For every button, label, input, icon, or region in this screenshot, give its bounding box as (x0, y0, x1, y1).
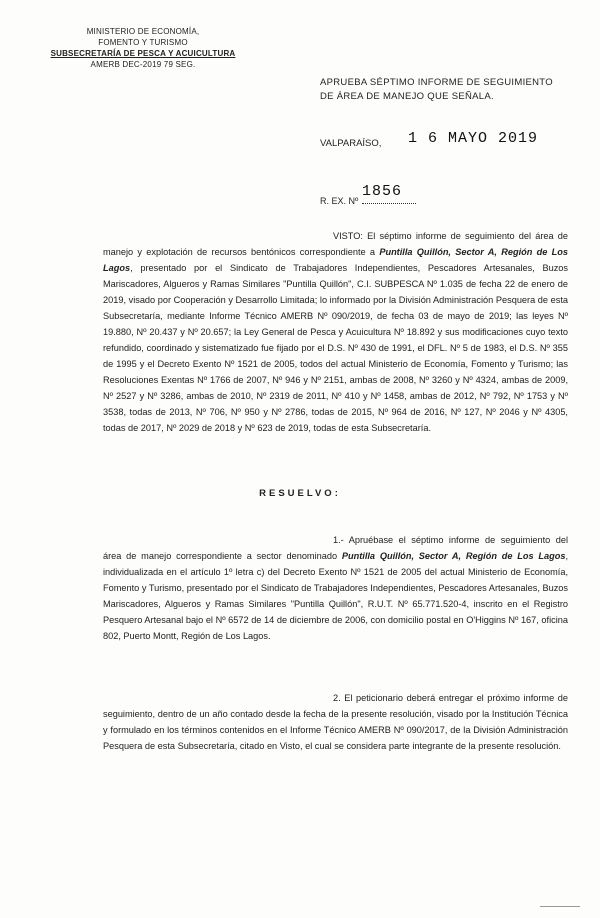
point-1-text-1: Apruébase el séptimo informe de seguimiento del área de manejo correspondiente a sector denominado (103, 535, 568, 561)
rex-label: R. EX. Nº (320, 196, 359, 206)
visto-area-name: Puntilla Quillón, Sector A, Región de Los Lagos (103, 247, 568, 273)
point-1-area-name: Puntilla Quillón, Sector A, Región de Los Lagos (341, 551, 566, 561)
date-stamp: 1 6 MAYO 2019 (408, 130, 539, 147)
visto-paragraph (103, 228, 568, 436)
resolution-subject (320, 76, 570, 104)
visto-lead: VISTO: (333, 231, 363, 241)
subsecretariat-name: SUBSECRETARÍA DE PESCA Y ACUICULTURA (50, 49, 236, 58)
visto-text-1: El séptimo informe de seguimiento del área de manejo y explotación de recursos bentónicos correspondiente a (103, 231, 568, 257)
ministry-name-cont: FOMENTO Y TURISMO (98, 38, 188, 47)
subject-line-1: APRUEBA SÉPTIMO INFORME DE SEGUIMIENTO (320, 77, 553, 88)
document-code: AMERB DEC-2019 79 SEG. (90, 60, 196, 69)
point-1-number: 1.- (333, 535, 344, 545)
footer-mark (540, 906, 580, 907)
visto-text-2: , presentado por el Sindicato de Trabajadores Independientes, Pescadores Artesanales, Buzos Mariscadores, Algueros y Ramas Similares "Puntilla Quillón", C.I. SUBPESCA Nº 1.035 de fecha 22 de enero de 2019, visado por Cooperación y Desarrollo Limitada; lo informado por la División Administración Pesquera de esta Subsecretaría, mediante Informe Técnico AMERB Nº 090/2019, de fecha 03 de mayo de 2019; las leyes Nº 19.880, Nº 20.437 y Nº 20.657; la Ley General de Pesca y Acuicultura Nº 18.892 y sus modificaciones cuyo texto refundido, coordinado y sistematizado fue fijado por el D.S. Nº 430 de 1991, el DFL. Nº 5 de 1983, el D.S. Nº 355 de 1995 y el Decreto Exento Nº 1521 de 2005, todos del actual Ministerio de Economía, Fomento y Turismo; las Resoluciones Exentas Nº 1766 de 2007, Nº 946 y Nº 2151, ambas de 2008, Nº 3260 y Nº 4324, ambas de 2009, Nº 2527 y Nº 3286, ambas de 2010, Nº 2319 de 2011, Nº 410 y Nº 1458, ambas de 2012, Nº 792, Nº 1753 y Nº 3538, todas de 2013, Nº 706, Nº 950 y Nº 2786, todas de 2015, Nº 964 de 2016, Nº 127, Nº 2046 y Nº 4305, todas de 2017, Nº 2029 de 2018 y Nº 623 de 2019, todas de esta Subsecretaría. (103, 263, 568, 433)
point-2-number: 2. (333, 693, 341, 703)
place-label: VALPARAÍSO, (320, 138, 382, 149)
point-1-text-2: , individualizada en el artículo 1º letra c) del Decreto Exento Nº 1521 de 2005 del actual Ministerio de Economía, Fomento y Turismo, presentado por el Sindicato de Trabajadores Independientes, Pescadores Artesanales, Buzos Mariscadores, Algueros y Ramas Similares "Puntilla Quillón", R.U.T. Nº 65.771.520-4, inscrito en el Registro Pesquero Artesanal bajo el Nº 6572 de 14 de diciembre de 2006, con domicilio postal en O'Higgins Nº 167, oficina 802, Puerto Montt, Región de Los Lagos. (103, 551, 568, 641)
resolution-point-1 (103, 532, 568, 644)
point-2-text: El peticionario deberá entregar el próximo informe de seguimiento, dentro de un año contado desde la fecha de la presente resolución, visado por la Institución Técnica y formulado en los términos contenidos en el Informe Técnico AMERB Nº 090/2017, de la División Administración Pesquera de esta Subsecretaría, citado en Visto, el cual se considera parte integrante de la presente resolución. (103, 693, 568, 751)
resuelvo-heading: RESUELVO: (259, 488, 341, 499)
rex-underline (362, 203, 416, 204)
rex-number: 1856 (362, 183, 403, 200)
letterhead (48, 26, 238, 70)
subject-line-2: DE ÁREA DE MANEJO QUE SEÑALA. (320, 91, 494, 102)
ministry-name: MINISTERIO DE ECONOMÍA, (86, 27, 200, 36)
resolution-point-2 (103, 690, 568, 754)
